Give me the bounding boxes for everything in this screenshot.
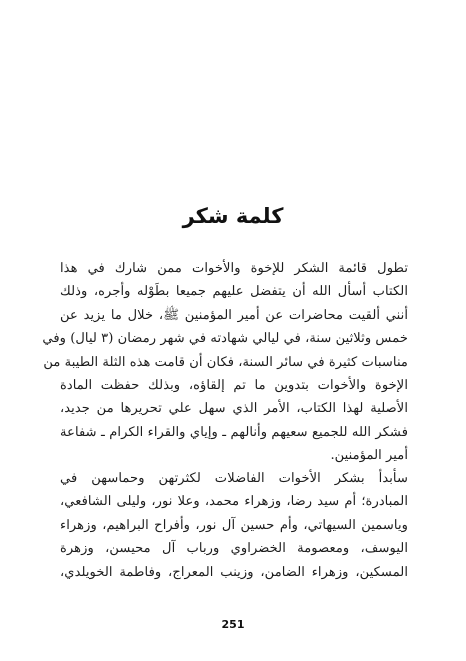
text-line: مناسبات كثيرة في سائر السنة، فكان أن قامت هذه الثلة الطيبة من [43,354,408,370]
text-line: فشكر الله للجميع سعيهم وأنالهم ـ وإياي والقراء الكرام ـ شفاعة [60,424,408,440]
text-line: خمس وثلاثين سنة، في ليالي شهادته في شهر رمضان (٣ ليال) وفي [42,331,408,347]
text-line: تطول قائمة الشكر للإخوة والأخوات ممن شارك في هذا [60,261,408,276]
text-line: أنني ألقيت محاضرات عن أمير المؤمنين ﷺ، خلال ما يزيد عن [60,307,408,323]
page-number: 251 [221,618,245,631]
text-line: المسكين، وزهراء الضامن، وزينب المعراج، وفاطمة الخويلدي، [60,564,408,580]
text-line: وياسمين السيهاتي، وأم حسين آل نور، وأفراح البراهيم، وزهراء [60,517,408,533]
paragraph-acknowledgement-intro [42,257,408,468]
page-heading: كلمة شكر [182,204,284,228]
paragraph-thanks-sisters [60,467,408,584]
text-line: الأصلية لهذا الكتاب، الأمر الذي سهل علي تحريرها من جديد، [60,401,408,417]
text-line: الإخوة والأخوات بتدوين ما تم إلقاؤه، وبذلك حفظت المادة [60,377,408,393]
text-line: سأبدأ بشكر الأخوات الفاضلات لكثرتهن وحماسهن في [60,471,408,486]
text-line: الكتاب أسأل الله أن يتفضل عليهم جميعا بطَوْله وأجره، وذلك [60,284,408,300]
text-line: اليوسف، ومعصومة الخضراوي ورباب آل محيسن، وزهرة [60,541,408,557]
text-line: أمير المؤمنين. [330,448,408,464]
text-line: المبادرة؛ أم سيد رضا، وزهراء محمد، وعلا نور، وليلى الشافعي، [60,494,408,510]
